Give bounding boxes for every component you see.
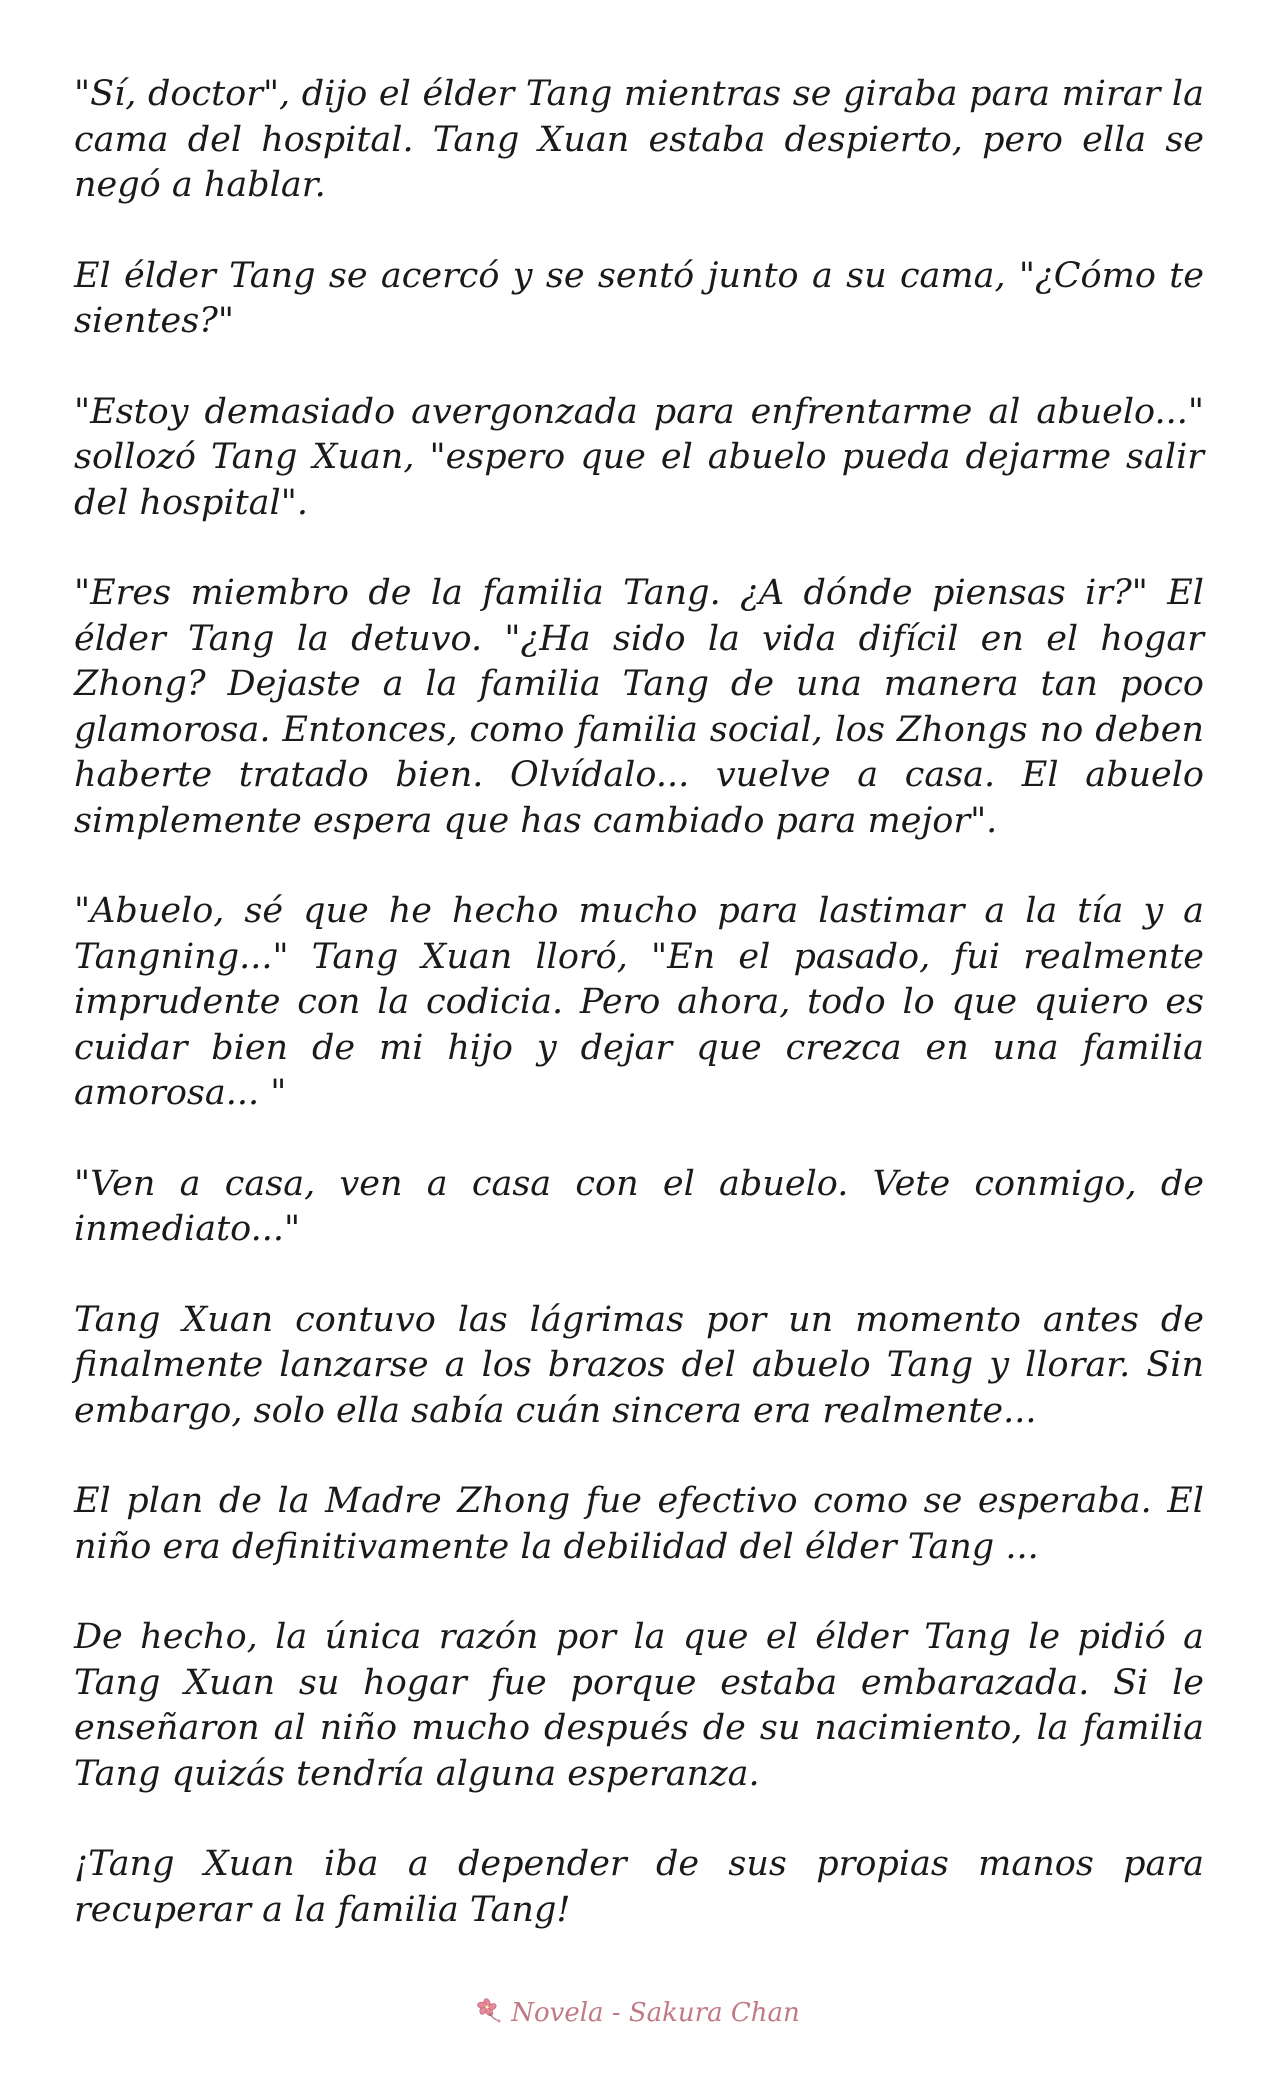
paragraph-5: "Abuelo, sé que he hecho mucho para lastimar a la tía y a Tangning..." Tang Xuan lloró, "En el pasado, fui realmente imprudente con la codicia. Pero ahora, todo lo que quiero es cuidar bien de mi hijo y dejar que crezca en una familia amorosa... "	[74, 891, 1204, 1113]
paragraph-2: El élder Tang se acercó y se sentó junto a su cama, "¿Cómo te sientes?"	[74, 255, 1204, 341]
paragraph-10: ¡Tang Xuan iba a depender de sus propias manos para recuperar a la familia Tang!	[74, 1844, 1204, 1930]
paragraph-8: El plan de la Madre Zhong fue efectivo como se esperaba. El niño era definitivamente la debilidad del élder Tang ...	[74, 1481, 1204, 1567]
footer-watermark	[0, 1995, 1275, 2028]
paragraph-4: "Eres miembro de la familia Tang. ¿A dónde piensas ir?" El élder Tang la detuvo. "¿Ha sido la vida difícil en el hogar Zhong? Dejaste a la familia Tang de una manera tan poco glamorosa. Entonces, como familia social, los Zhongs no deben haberte tratado bien. Olvídalo... vuelve a casa. El abuelo simplemente espera que has cambiado para mejor".	[74, 573, 1204, 841]
paragraph-6: "Ven a casa, ven a casa con el abuelo. Vete conmigo, de inmediato..."	[74, 1163, 1204, 1249]
story-text	[74, 72, 1204, 1978]
sakura-flower-icon	[475, 1995, 505, 2025]
paragraph-3: "Estoy demasiado avergonzada para enfrentarme al abuelo..." sollozó Tang Xuan, "espero que el abuelo pueda dejarme salir del hospital".	[74, 391, 1204, 523]
watermark-text: Novela - Sakura Chan	[511, 1998, 800, 2028]
paragraph-1: "Sí, doctor", dijo el élder Tang mientras se giraba para mirar la cama del hospital. Tang Xuan estaba despierto, pero ella se negó a hablar.	[74, 74, 1204, 205]
paragraph-7: Tang Xuan contuvo las lágrimas por un momento antes de finalmente lanzarse a los brazos del abuelo Tang y llorar. Sin embargo, solo ella sabía cuán sincera era realmente...	[74, 1299, 1204, 1431]
paragraph-9: De hecho, la única razón por la que el élder Tang le pidió a Tang Xuan su hogar fue porque estaba embarazada. Si le enseñaron al niño mucho después de su nacimiento, la familia Tang quizás tendría alguna esperanza.	[74, 1617, 1204, 1794]
